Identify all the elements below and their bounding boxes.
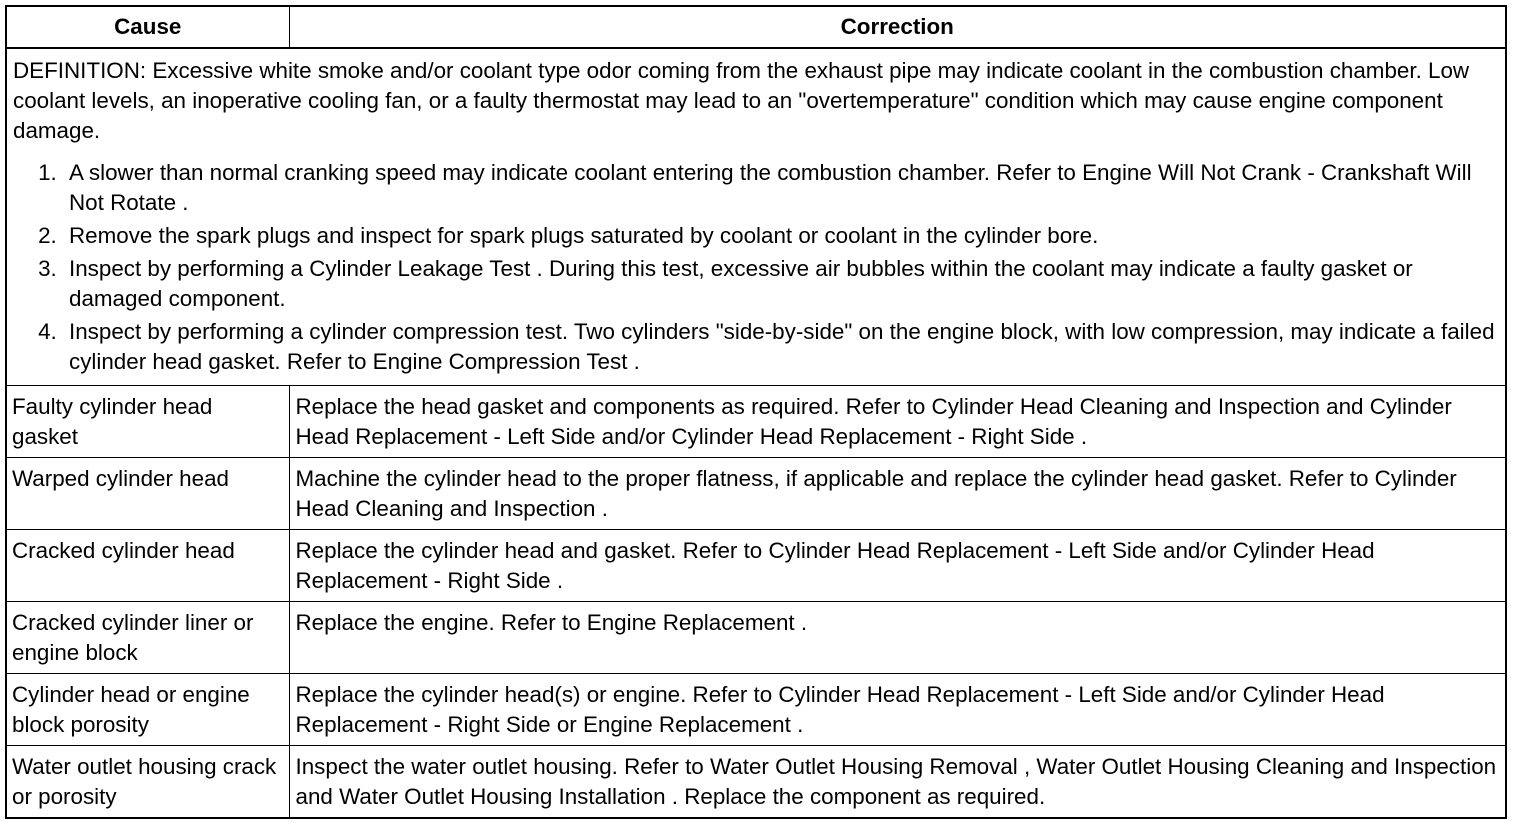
correction-cell: Replace the cylinder head(s) or engine. Refer to Cylinder Head Replacement - Left Side and/or Cylinder Head Replacement - Right Side or Engine Replacement . xyxy=(289,674,1506,746)
correction-cell: Replace the head gasket and components as required. Refer to Cylinder Head Cleaning and Inspection and Cylinder Head Replacement - Left Side and/or Cylinder Head Replacement - Right Side . xyxy=(289,386,1506,458)
diagnostic-steps xyxy=(13,158,1499,377)
cause-cell: Warped cylinder head xyxy=(6,458,289,530)
table-row xyxy=(6,674,1506,746)
correction-cell: Replace the engine. Refer to Engine Replacement . xyxy=(289,602,1506,674)
step-item: 2. Remove the spark plugs and inspect for spark plugs saturated by coolant or coolant in the cylinder bore. xyxy=(63,221,1499,251)
step-item: 3. Inspect by performing a Cylinder Leakage Test . During this test, excessive air bubbles within the coolant may indicate a faulty gasket or damaged component. xyxy=(63,254,1499,314)
definition-row xyxy=(6,48,1506,386)
table-row xyxy=(6,458,1506,530)
table-row xyxy=(6,386,1506,458)
definition-cell xyxy=(6,48,1506,386)
cause-cell: Cracked cylinder liner or engine block xyxy=(6,602,289,674)
cause-header: Cause xyxy=(6,6,289,48)
correction-cell: Inspect the water outlet housing. Refer to Water Outlet Housing Removal , Water Outlet Housing Cleaning and Inspection and Water Outlet Housing Installation . Replace the component as required. xyxy=(289,746,1506,819)
cause-cell: Faulty cylinder head gasket xyxy=(6,386,289,458)
cause-cell: Cracked cylinder head xyxy=(6,530,289,602)
step-item: 1. A slower than normal cranking speed may indicate coolant entering the combustion chamber. Refer to Engine Will Not Crank - Crankshaft Will Not Rotate . xyxy=(63,158,1499,218)
definition-text: DEFINITION: Excessive white smoke and/or coolant type odor coming from the exhaust pipe may indicate coolant in the combustion chamber. Low coolant levels, an inoperative cooling fan, or a faulty thermostat may lead to an "overtemperature" condition which may cause engine component damage. xyxy=(13,58,1470,143)
correction-header: Correction xyxy=(289,6,1506,48)
cause-cell: Cylinder head or engine block porosity xyxy=(6,674,289,746)
step-item: 4. Inspect by performing a cylinder compression test. Two cylinders "side-by-side" on the engine block, with low compression, may indicate a failed cylinder head gasket. Refer to Engine Compression Test . xyxy=(63,317,1499,377)
header-row xyxy=(6,6,1506,48)
table-row xyxy=(6,746,1506,819)
cause-cell: Water outlet housing crack or porosity xyxy=(6,746,289,819)
diagnostic-table xyxy=(5,5,1507,819)
correction-cell: Replace the cylinder head and gasket. Refer to Cylinder Head Replacement - Left Side and/or Cylinder Head Replacement - Right Side . xyxy=(289,530,1506,602)
table-row xyxy=(6,530,1506,602)
table-row xyxy=(6,602,1506,674)
correction-cell: Machine the cylinder head to the proper flatness, if applicable and replace the cylinder head gasket. Refer to Cylinder Head Cleaning and Inspection . xyxy=(289,458,1506,530)
